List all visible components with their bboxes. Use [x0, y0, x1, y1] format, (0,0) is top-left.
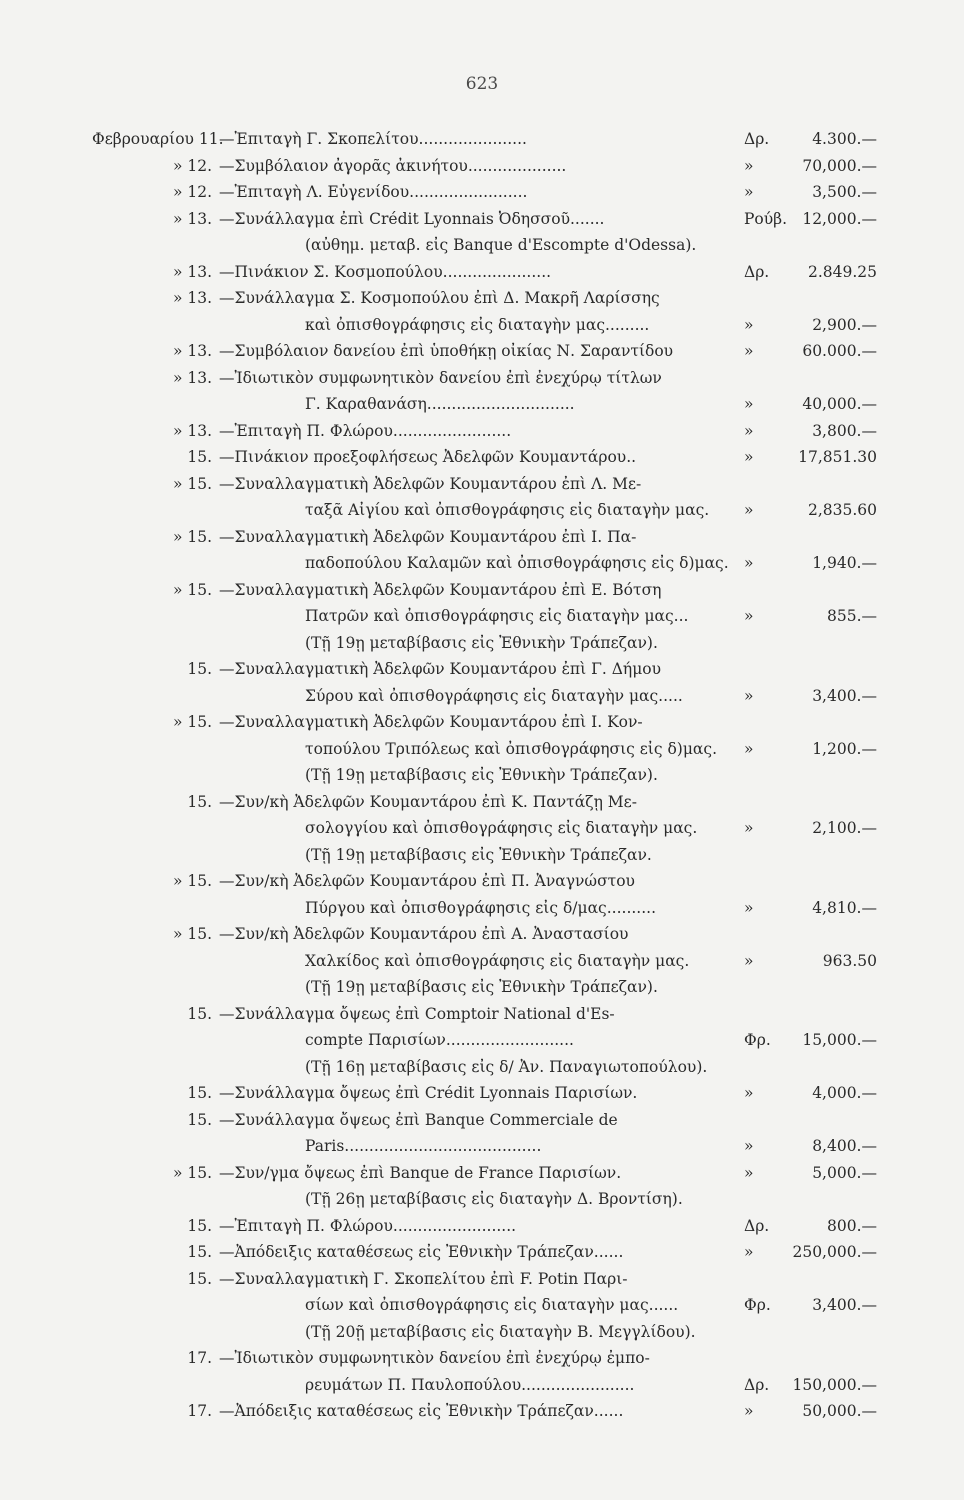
ledger-line: [92, 736, 882, 763]
entry-description: —Συναλλαγματικὴ Γ. Σκοπελίτου ἐπὶ F. Potin Παρι-: [219, 1269, 628, 1288]
ledger-line: [92, 391, 882, 418]
entry-amount: 963.50: [822, 951, 877, 970]
entry-description: —Ἰδιωτικὸν συμφωνητικὸν δανείου ἐπὶ ἐνεχύρῳ ἐμπο-: [219, 1349, 650, 1367]
ledger-line: [92, 153, 882, 180]
entry-description: —Συνάλλαγμα ὄψεως ἐπὶ Crédit Lyonnais Παρισίων.: [219, 1084, 638, 1102]
entry-currency: »: [744, 1402, 754, 1420]
entry-amount: 60.000.—: [802, 342, 877, 360]
entry-currency: »: [744, 898, 754, 917]
entry-amount: 250,000.—: [792, 1243, 877, 1261]
entry-amount: 40,000.—: [802, 395, 877, 413]
ledger-line: [92, 948, 882, 975]
entry-currency: »: [744, 819, 754, 837]
entry-date: » 15.: [172, 1163, 212, 1182]
entry-description: (Τῇ 19ῃ μεταβίβασις εἰς Ἐθνικὴν Τράπεζαν).: [305, 978, 658, 996]
ledger-line: [92, 1372, 882, 1399]
entry-currency: »: [744, 395, 754, 413]
entry-description: —Ἐπιταγὴ Γ. Σκοπελίτου......................: [219, 130, 527, 148]
ledger-line: [92, 656, 882, 683]
entry-description: Paris........................................: [305, 1137, 542, 1155]
entry-description: —Συναλλαγματικὴ Ἀδελφῶν Κουμαντάρου ἐπὶ Λ. Με-: [219, 474, 642, 493]
entry-description: —Συν/κὴ Ἀδελφῶν Κουμαντάρου ἐπὶ Α. Ἀναστασίου: [219, 925, 629, 943]
ledger-line: [92, 1239, 882, 1266]
entry-currency: »: [744, 686, 754, 705]
entry-description: —Συμβόλαιον ἀγορᾶς ἀκινήτου....................: [219, 156, 567, 175]
ledger-line: [92, 1266, 882, 1293]
ledger-line: [92, 179, 882, 206]
entry-date: 17.: [187, 1349, 212, 1367]
entry-amount: 4.300.—: [812, 130, 877, 148]
ledger-line: [92, 789, 882, 816]
ledger-line: [92, 232, 882, 259]
entry-amount: 70,000.—: [802, 156, 877, 175]
entry-date: 15.: [187, 1004, 212, 1023]
entry-date: 17.: [187, 1402, 212, 1420]
entry-currency: Δρ.: [744, 1216, 770, 1235]
ledger-line: [92, 842, 882, 869]
page-number: 623: [465, 74, 499, 94]
entry-description: —Πινάκιον Σ. Κοσμοπούλου......................: [219, 262, 552, 281]
entry-description: (Τῇ 19ῃ μεταβίβασις εἰς Ἐθνικὴν Τράπεζαν.: [305, 845, 652, 864]
entry-currency: »: [744, 1243, 754, 1261]
entry-description: Πατρῶν καὶ ὀπισθογράφησις εἰς διαταγὴν μας...: [305, 607, 689, 625]
entry-description: —Ἀπόδειξις καταθέσεως εἰς Ἐθνικὴν Τράπεζαν......: [219, 1402, 624, 1420]
entry-description: —Ἀπόδειξις καταθέσεως εἰς Ἐθνικὴν Τράπεζαν......: [219, 1243, 624, 1261]
ledger-line: [92, 259, 882, 286]
ledger-line: [92, 418, 882, 445]
entry-date: » 13.: [172, 262, 212, 281]
ledger-line: [92, 1345, 882, 1372]
ledger-line: [92, 921, 882, 948]
entry-description: —Συναλλαγματικὴ Ἀδελφῶν Κουμαντάρου ἐπὶ Ι. Πα-: [219, 527, 637, 546]
entry-currency: »: [744, 739, 754, 758]
entry-description: compte Παρισίων..........................: [305, 1031, 574, 1049]
entry-amount: 2,900.—: [812, 315, 877, 334]
entry-amount: 12,000.—: [802, 209, 877, 228]
ledger-line: [92, 497, 882, 524]
ledger-line: [92, 683, 882, 710]
ledger-line: [92, 206, 882, 233]
ledger-line: [92, 1080, 882, 1107]
entry-date: » 13.: [172, 289, 212, 307]
ledger-line: [92, 550, 882, 577]
entry-amount: 1,940.—: [812, 554, 877, 572]
entry-description: (Τῇ 26ῃ μεταβίβασις εἰς διαταγὴν Δ. Βροντίση).: [305, 1190, 683, 1208]
entry-description: Γ. Καραθανάση..............................: [305, 395, 575, 413]
entry-amount: 2,835.60: [807, 501, 877, 519]
entry-currency: »: [744, 156, 754, 175]
entry-description: —Συνάλλαγμα ἐπὶ Crédit Lyonnais Ὀδησσοῦ.......: [219, 209, 605, 228]
entry-description: —Πινάκιον προεξοφλήσεως Ἀδελφῶν Κουμαντάρου..: [219, 448, 637, 466]
entry-amount: 2,100.—: [812, 819, 877, 837]
entry-description: —Συναλλαγματικὴ Ἀδελφῶν Κουμαντάρου ἐπὶ Ι. Κον-: [219, 713, 643, 731]
ledger-line: [92, 444, 882, 471]
entry-amount: 4,000.—: [812, 1084, 877, 1102]
ledger-line: [92, 1186, 882, 1213]
entry-description: Σύρου καὶ ὀπισθογράφησις εἰς διαταγὴν μας.....: [305, 686, 683, 705]
entry-currency: »: [744, 951, 754, 970]
entry-amount: 3,500.—: [812, 183, 877, 201]
ledger-line: [92, 126, 882, 153]
entry-description: (Τῇ 16ῃ μεταβίβασις εἰς δ/ Ἀν. Παναγιωτοπούλου).: [305, 1057, 708, 1076]
entry-currency: Ρούβ.: [744, 209, 788, 228]
entry-date: 15.: [187, 1243, 212, 1261]
ledger-line: [92, 974, 882, 1001]
ledger-list: [92, 126, 882, 1425]
entry-date: 15.: [187, 792, 212, 811]
entry-currency: »: [744, 1163, 754, 1182]
entry-amount: 4,810.—: [812, 898, 877, 917]
ledger-line: [92, 630, 882, 657]
entry-date: » 15.: [172, 580, 212, 599]
entry-description: —Συν/γμα ὄψεως ἐπὶ Banque de France Παρισίων.: [219, 1163, 622, 1182]
ledger-line: [92, 603, 882, 630]
entry-description: —Ἰδιωτικὸν συμφωνητικὸν δανείου ἐπὶ ἐνεχύρῳ τίτλων: [219, 368, 662, 387]
ledger-line: [92, 1054, 882, 1081]
ledger-line: [92, 1133, 882, 1160]
entry-amount: 5,000.—: [812, 1163, 877, 1182]
entry-description: —Συναλλαγματικὴ Ἀδελφῶν Κουμαντάρου ἐπὶ Ε. Βότση: [219, 580, 662, 599]
entry-date: » 15.: [172, 527, 212, 546]
entry-description: παδοπούλου Καλαμῶν καὶ ὀπισθογράφησις εἰς δ)μας.: [305, 554, 729, 572]
entry-date: Φεβρουαρίου 11.: [92, 130, 224, 148]
entry-amount: 3,400.—: [812, 686, 877, 705]
entry-date: 15.: [187, 1084, 212, 1102]
entry-description: ρευμάτων Π. Παυλοπούλου.......................: [305, 1375, 635, 1394]
ledger-line: [92, 312, 882, 339]
ledger-line: [92, 1213, 882, 1240]
entry-date: 15.: [187, 1269, 212, 1288]
entry-description: (αὐθημ. μεταβ. εἰς Banque d'Escompte d'Odessa).: [305, 236, 697, 254]
entry-description: (Τῇ 19ῃ μεταβίβασις εἰς Ἐθνικὴν Τράπεζαν).: [305, 633, 658, 652]
entry-date: 15.: [187, 448, 212, 466]
entry-currency: »: [744, 421, 754, 440]
entry-description: σολογγίου καὶ ὀπισθογράφησις εἰς διαταγὴν μας.: [305, 819, 698, 837]
entry-description: —Ἐπιταγὴ Π. Φλώρου.........................: [219, 1216, 517, 1235]
entry-description: —Συνάλλαγμα Σ. Κοσμοπούλου ἐπὶ Δ. Μακρῆ Λαρίσσης: [219, 289, 660, 307]
entry-description: —Συμβόλαιον δανείου ἐπὶ ὑποθήκῃ οἰκίας Ν. Σαραντίδου: [219, 342, 674, 360]
entry-currency: Δρ.: [744, 262, 770, 281]
ledger-line: [92, 524, 882, 551]
entry-date: 15.: [187, 660, 212, 678]
entry-description: —Συνάλλαγμα ὄψεως ἐπὶ Banque Commerciale de: [219, 1110, 618, 1129]
entry-date: » 12.: [172, 156, 212, 175]
entry-date: » 15.: [172, 474, 212, 493]
entry-date: » 13.: [172, 209, 212, 228]
entry-description: (Τῇ 20ῇ μεταβίβασις εἰς διαταγὴν Β. Μεγγλίδου).: [305, 1322, 696, 1341]
ledger-line: [92, 471, 882, 498]
entry-currency: »: [744, 607, 754, 625]
entry-amount: 800.—: [826, 1216, 877, 1235]
entry-currency: Φρ.: [744, 1296, 771, 1314]
entry-amount: 150,000.—: [792, 1375, 877, 1394]
entry-description: —Συναλλαγματικὴ Ἀδελφῶν Κουμαντάρου ἐπὶ Γ. Δήμου: [219, 660, 662, 678]
entry-date: » 13.: [172, 342, 212, 360]
entry-currency: »: [744, 342, 754, 360]
ledger-line: [92, 709, 882, 736]
entry-description: ταξᾶ Αἰγίου καὶ ὀπισθογράφησις εἰς διαταγὴν μας.: [305, 501, 710, 519]
entry-date: » 15.: [172, 713, 212, 731]
entry-currency: Δρ.: [744, 1375, 770, 1394]
entry-currency: Φρ.: [744, 1031, 771, 1049]
entry-description: Πύργου καὶ ὀπισθογράφησις εἰς δ/μας..........: [305, 898, 657, 917]
entry-currency: »: [744, 1137, 754, 1155]
entry-amount: 3,800.—: [812, 421, 877, 440]
ledger-line: [92, 285, 882, 312]
entry-description: (Τῇ 19ῃ μεταβίβασις εἰς Ἐθνικὴν Τράπεζαν).: [305, 766, 658, 784]
entry-date: » 13.: [172, 421, 212, 440]
entry-description: —Συνάλλαγμα ὄψεως ἐπὶ Comptoir National d'Es-: [219, 1004, 615, 1023]
entry-date: » 15.: [172, 925, 212, 943]
entry-currency: »: [744, 1084, 754, 1102]
ledger-line: [92, 1001, 882, 1028]
ledger-line: [92, 1160, 882, 1187]
entry-amount: 8,400.—: [812, 1137, 877, 1155]
entry-currency: »: [744, 448, 754, 466]
entry-amount: 2.849.25: [807, 262, 877, 281]
entry-description: τοπούλου Τριπόλεως καὶ ὀπισθογράφησις εἰς δ)μας.: [305, 739, 717, 758]
ledger-line: [92, 1027, 882, 1054]
ledger-line: [92, 577, 882, 604]
entry-date: 15.: [187, 1110, 212, 1129]
ledger-line: [92, 1292, 882, 1319]
ledger-line: [92, 762, 882, 789]
entry-currency: »: [744, 501, 754, 519]
entry-amount: 1,200.—: [812, 739, 877, 758]
entry-description: —Ἐπιταγὴ Λ. Εὐγενίδου........................: [219, 183, 528, 201]
ledger-line: [92, 1107, 882, 1134]
ledger-line: [92, 815, 882, 842]
ledger-line: [92, 338, 882, 365]
entry-date: » 12.: [172, 183, 212, 201]
ledger-line: [92, 365, 882, 392]
entry-amount: 3,400.—: [812, 1296, 877, 1314]
entry-date: » 15.: [172, 872, 212, 890]
entry-amount: 15,000.—: [802, 1031, 877, 1049]
entry-description: —Συν/κὴ Ἀδελφῶν Κουμαντάρου ἐπὶ Κ. Παντάζῃ Με-: [219, 792, 637, 811]
entry-currency: »: [744, 183, 754, 201]
entry-date: » 13.: [172, 368, 212, 387]
entry-amount: 50,000.—: [802, 1402, 877, 1420]
entry-amount: 17,851.30: [798, 448, 877, 466]
entry-currency: »: [744, 554, 754, 572]
entry-description: καὶ ὀπισθογράφησις εἰς διαταγὴν μας.........: [305, 315, 650, 334]
ledger-line: [92, 1398, 882, 1425]
entry-description: —Ἐπιταγὴ Π. Φλώρου........................: [219, 421, 512, 440]
entry-description: σίων καὶ ὀπισθογράφησις εἰς διαταγὴν μας......: [305, 1296, 679, 1314]
entry-description: Χαλκίδος καὶ ὀπισθογράφησις εἰς διαταγὴν μας.: [305, 951, 690, 970]
ledger-line: [92, 1319, 882, 1346]
entry-currency: »: [744, 315, 754, 334]
ledger-line: [92, 895, 882, 922]
entry-description: —Συν/κὴ Ἀδελφῶν Κουμαντάρου ἐπὶ Π. Ἀναγνώστου: [219, 872, 635, 890]
ledger-line: [92, 868, 882, 895]
entry-currency: Δρ.: [744, 130, 770, 148]
entry-date: 15.: [187, 1216, 212, 1235]
entry-amount: 855.—: [826, 607, 877, 625]
